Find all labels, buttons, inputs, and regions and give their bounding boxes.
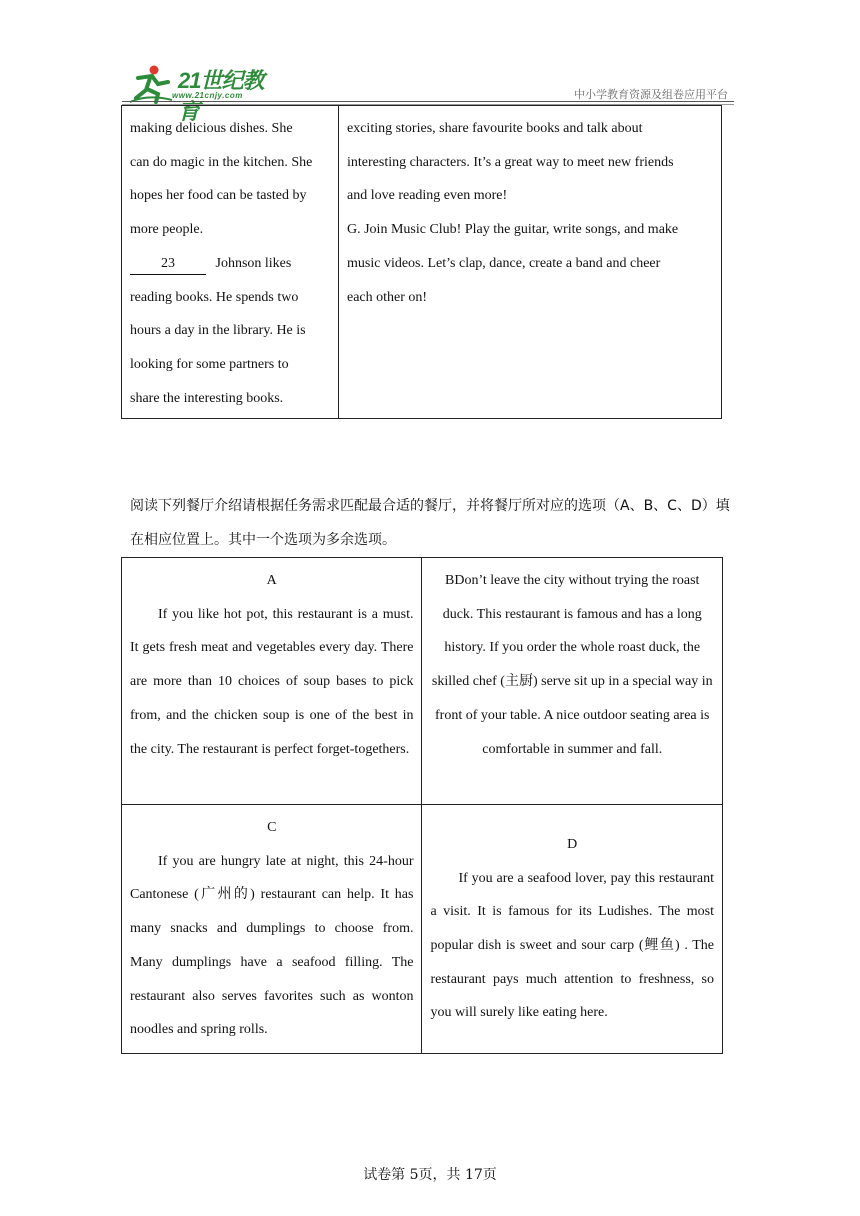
logo xyxy=(128,64,278,124)
restaurant-c-text: If you are hungry late at night, this 24-hour Cantonese (广州的) restaurant can help. It has many snacks and dumplings to choose from. Many dumplings have a seafood filling. The restaurant also serves favorites such as wonton noodles and spring rolls. xyxy=(130,853,414,1038)
logo-text: 21世纪教育 xyxy=(178,68,264,124)
option-label-a: A xyxy=(266,573,277,588)
text-line: each other on! xyxy=(347,289,428,305)
text-line: making delicious dishes. She xyxy=(130,121,293,136)
text-line: exciting stories, share favourite books and talk about xyxy=(347,121,643,136)
club-right-cell xyxy=(339,106,722,419)
club-left-cell xyxy=(122,106,339,419)
page-header xyxy=(122,62,734,124)
restaurant-d-cell xyxy=(422,805,723,1054)
answer-blank-23[interactable]: 23 xyxy=(130,254,206,275)
text-line: and love reading even more! xyxy=(347,188,508,204)
text-line: share the interesting books. xyxy=(130,390,284,406)
text-fragment: Johnson likes xyxy=(215,255,292,271)
text-line: looking for some partners to xyxy=(130,356,289,372)
option-label-d: D xyxy=(567,836,578,852)
text-line: G. Join Music Club! Play the guitar, write songs, and make xyxy=(347,222,679,238)
restaurant-b-cell xyxy=(422,558,723,805)
club-table xyxy=(121,105,722,419)
text-line: can do magic in the kitchen. She xyxy=(130,154,313,170)
restaurant-c-cell xyxy=(122,805,422,1054)
restaurant-b-text: BDon’t leave the city without trying the roast duck. This restaurant is famous and has a long history. If you order the whole roast duck, the skilled chef (主厨) serve sit up in a special way in front of your table. A nice outdoor seating area is comfortable in summer and fall. xyxy=(431,573,713,757)
restaurant-table xyxy=(121,557,723,1054)
text-line: reading books. He spends two xyxy=(130,289,299,305)
question-instruction: 阅读下列餐厅介绍请根据任务需求匹配最合适的餐厅，并将餐厅所对应的选项（A、B、C、D）填在相应位置上。其中一个选项为多余选项。 xyxy=(130,498,730,548)
table-row xyxy=(122,558,723,805)
header-divider xyxy=(122,101,734,102)
text-line xyxy=(130,247,330,281)
restaurant-a-text: If you like hot pot, this restaurant is a must. It gets fresh meat and vegetables every day. There are more than 10 choices of soup bases to pick from, and the chicken soup is one of the best in the city. The restaurant is perfect forget-togethers. xyxy=(130,606,414,757)
header-platform-text: 中小学教育资源及组卷应用平台 xyxy=(574,88,728,101)
text-line: music videos. Let’s clap, dance, create a band and cheer xyxy=(347,255,661,271)
text-line: interesting characters. It’s a great way to meet new friends xyxy=(347,154,674,170)
text-line: more people. xyxy=(130,222,204,238)
table-row xyxy=(122,805,723,1054)
option-label-c: C xyxy=(267,820,277,835)
text-line: hopes her food can be tasted by xyxy=(130,188,307,204)
restaurant-a-cell xyxy=(122,558,422,805)
page-footer: 试卷第 5页，共 17页 xyxy=(363,1167,497,1183)
logo-url: www.21cnjy.com xyxy=(172,91,243,100)
runner-logo-icon xyxy=(128,64,174,104)
restaurant-d-text: If you are a seafood lover, pay this restaurant a visit. It is famous for its Ludishes. The most popular dish is sweet and sour carp (鲤鱼) . The restaurant pays much attention to freshness, so you will surely like eating here. xyxy=(430,870,714,1021)
text-line: hours a day in the library. He is xyxy=(130,323,306,339)
table-row xyxy=(122,106,722,419)
